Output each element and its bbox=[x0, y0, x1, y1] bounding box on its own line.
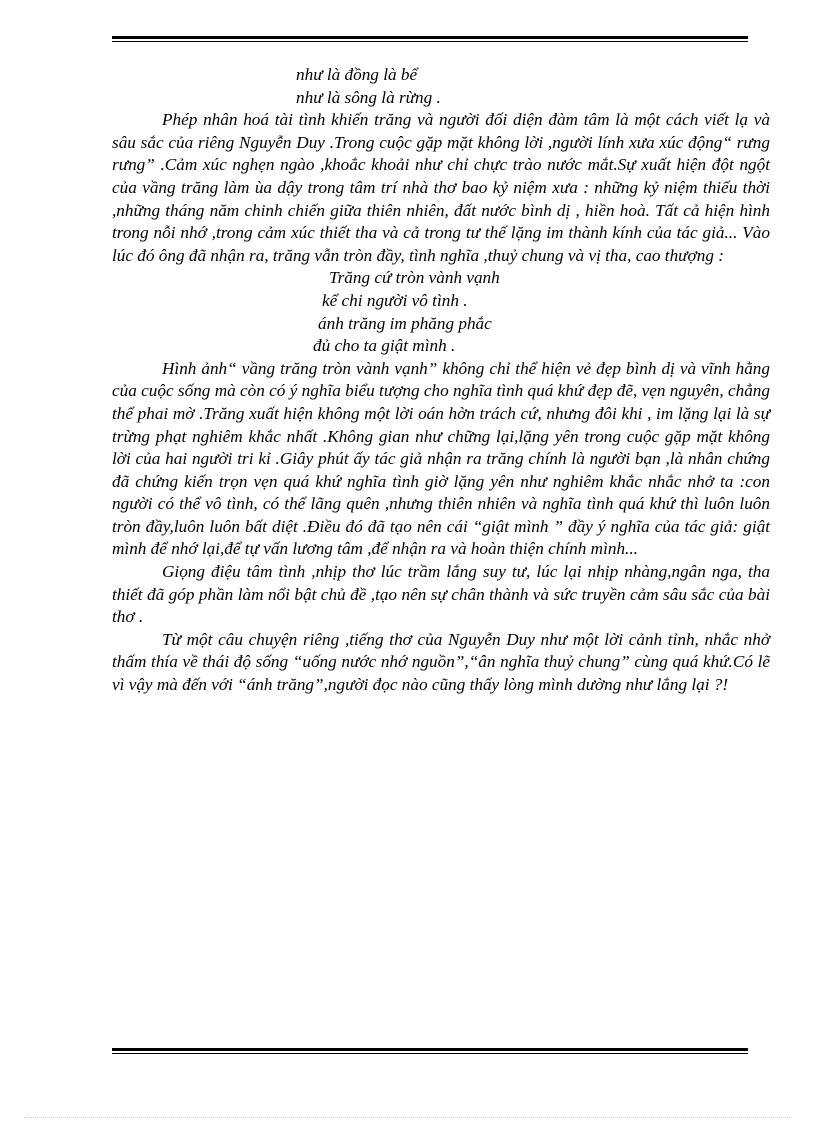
verse-line: kể chi người vô tình . bbox=[322, 290, 468, 310]
header-rule bbox=[112, 36, 748, 42]
verse-line: như là đồng là bể bbox=[296, 65, 418, 84]
verse-line: như là sông là rừng . bbox=[296, 87, 441, 107]
paragraph: Giọng điệu tâm tình ,nhịp thơ lúc trầm lắng suy tư, lúc lại nhịp nhàng,ngân nga, tha thiết đã góp phần làm nổi bật chủ đề ,tạo nên sự chân thành và sức truyền cảm sâu sắc của bài thơ . bbox=[112, 562, 770, 627]
paragraph: Hình ảnh“ vầng trăng tròn vành vạnh” không chỉ thể hiện vẻ đẹp bình dị và vĩnh hằng của cuộc sống mà còn có ý nghĩa biểu tượng cho nghĩa tình quá khứ đẹp đẽ, vẹn nguyên, chẳng thể phai mờ .Trăng xuất hiện không một lời oán hờn trách cứ, nhưng đôi khi , im lặng lại là sự trừng phạt nghiêm khắc nhất .Không gian như chững lại,lặng yên trong cuộc gặp mặt không lời của hai người tri kỉ .Giây phút ấy tác giả nhận ra trăng chính là người bạn ,là nhân chứng đã chứng kiến trọn vẹn quá khứ nghĩa tình giờ lặng yên như nghiêm khắc nhắc nhở ta :con người có thể vô tình, có thể lãng quên ,nhưng thiên nhiên và nghĩa tình quá khứ thì luôn luôn tròn đầy,luôn luôn bất diệt .Điều đó đã tạo nên cái “giật mình ” đầy ý nghĩa của tác giả: giật mình để nhớ lại,để tự vấn lương tâm ,để nhận ra và hoàn thiện chính mình... bbox=[112, 358, 770, 559]
verse-line: Trăng cứ tròn vành vạnh bbox=[329, 268, 500, 288]
paragraph: Phép nhân hoá tài tình khiến trăng và người đối diện đàm tâm là một cách viết lạ và sâu sắc của riêng Nguyễn Duy .Trong cuộc gặp mặt không lời ,người lính xưa xúc động“ rưng rưng” .Cảm xúc nghẹn ngào ,khoắc khoải như chỉ chực trào nước mắt.Sự xuất hiện đột ngột của vầng trăng làm ùa dậy trong tâm trí nhà thơ bao kỷ niệm xưa : những kỷ niệm thiếu thời ,những tháng năm chinh chiến giữa thiên nhiên, đất nước bình dị , hiền hoà. Tất cả hiện hình trong nỗi nhớ ,trong cảm xúc thiết tha và cả trong tư thế lặng im thành kính của tác giả... Vào lúc đó ông đã nhận ra, trăng vẫn tròn đầy, tình nghĩa ,thuỷ chung và vị tha, cao thượng : bbox=[112, 110, 770, 265]
verse-line: đủ cho ta giật mình . bbox=[313, 336, 456, 356]
footer-rule bbox=[112, 1048, 748, 1054]
document-body bbox=[112, 64, 770, 697]
page-edge-divider bbox=[24, 1117, 792, 1118]
verse-line: ánh trăng im phăng phắc bbox=[318, 313, 492, 333]
paragraph: Từ một câu chuyện riêng ,tiếng thơ của Nguyễn Duy như một lời cảnh tỉnh, nhắc nhở thấm thía về thái độ sống “uống nước nhớ nguồn”,“ân nghĩa thuỷ chung” cùng quá khứ.Có lẽ vì vậy mà đến với “ánh trăng”,người đọc nào cũng thấy lòng mình dường như lắng lại ?! bbox=[112, 629, 770, 695]
